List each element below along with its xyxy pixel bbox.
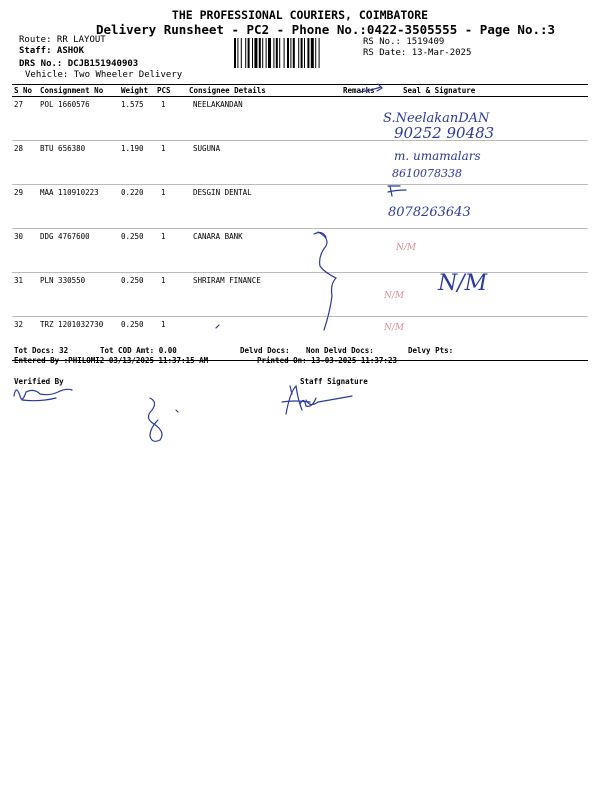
delivery-points: Delvy Pts: — [408, 346, 454, 355]
table-row — [12, 273, 588, 317]
barcode-bar — [254, 38, 257, 68]
cell-weight: 1.190 — [119, 141, 155, 185]
col-seal-signature: Seal & Signature — [379, 85, 588, 97]
row28-phone-handwriting: 8610078338 — [392, 167, 462, 180]
barcode-bar — [234, 38, 236, 68]
barcode-bar — [237, 38, 238, 68]
cell-pcs: 1 — [155, 185, 187, 229]
col-sno: S No — [12, 85, 38, 97]
table-header — [12, 85, 588, 97]
barcode-bar — [315, 38, 316, 68]
cell-sno: 29 — [12, 185, 38, 229]
col-weight: Weight — [119, 85, 155, 97]
barcode-bar — [307, 38, 309, 68]
cell-remarks — [341, 97, 379, 141]
cell-pcs: 1 — [155, 97, 187, 141]
cell-weight: 0.250 — [119, 317, 155, 361]
cell-consignee: NEELAKANDAN — [187, 97, 341, 141]
faint-mark-row31: N/M — [384, 291, 405, 301]
cell-sno: 30 — [12, 229, 38, 273]
cell-signature — [379, 141, 588, 185]
cell-remarks — [341, 273, 379, 317]
barcode-bar — [298, 38, 299, 68]
runsheet-table — [12, 84, 588, 361]
cell-sno: 31 — [12, 273, 38, 317]
cell-pcs: 1 — [155, 273, 187, 317]
total-cod: Tot COD Amt: 0.00 — [100, 346, 177, 355]
barcode-bar — [268, 38, 271, 68]
table-row — [12, 229, 588, 273]
cell-weight: 1.575 — [119, 97, 155, 141]
runsheet-title: Delivery Runsheet - PC2 - Phone No.:0422-3505555 - Page No.:3 — [96, 22, 556, 37]
barcode-bar — [279, 38, 280, 68]
drs-number: DRS No.: DCJB151940903 — [19, 59, 139, 69]
barcode-bar — [248, 38, 250, 68]
barcode-bar — [273, 38, 274, 68]
cell-consignment: MAA 110910223 — [38, 185, 119, 229]
cell-consignment: POL 1660576 — [38, 97, 119, 141]
cell-signature — [379, 185, 588, 229]
cell-consignee: CANARA BANK — [187, 229, 341, 273]
cell-pcs: 1 — [155, 229, 187, 273]
barcode-bar — [241, 38, 242, 68]
barcode-bar — [276, 38, 278, 68]
staff-signature-mark — [282, 386, 352, 414]
col-remarks: Remarks — [341, 85, 379, 97]
barcode-bar — [319, 38, 320, 68]
company-name: THE PROFESSIONAL COURIERS, COIMBATORE — [171, 8, 429, 22]
verified-initial — [148, 398, 178, 441]
table-row — [12, 141, 588, 185]
faint-mark-row32: N/M — [384, 323, 405, 333]
cell-remarks — [341, 185, 379, 229]
cell-sno: 32 — [12, 317, 38, 361]
cell-remarks — [341, 141, 379, 185]
cell-consignee: SHRIRAM FINANCE — [187, 273, 341, 317]
barcode — [233, 38, 357, 68]
barcode-bar — [293, 38, 295, 68]
barcode-bar — [284, 38, 285, 68]
cell-consignee: SUGUNA — [187, 141, 341, 185]
cell-consignee: DESGIN DENTAL — [187, 185, 341, 229]
verified-signature — [14, 389, 72, 400]
cell-remarks — [341, 229, 379, 273]
staff: Staff: ASHOK — [19, 46, 85, 56]
cell-sno: 27 — [12, 97, 38, 141]
faint-mark-row30: N/M — [396, 243, 417, 253]
cell-weight: 0.250 — [119, 273, 155, 317]
barcode-bar — [252, 38, 253, 68]
cell-pcs: 1 — [155, 141, 187, 185]
row27-name-handwriting: S.NeelakanDAN — [383, 111, 490, 126]
cell-consignment: PLN 330550 — [38, 273, 119, 317]
barcode-bar — [301, 38, 303, 68]
col-consignment: Consignment No — [38, 85, 119, 97]
barcode-bar — [245, 38, 246, 68]
barcode-bar — [259, 38, 261, 68]
cell-consignment: TRZ 1201032730 — [38, 317, 119, 361]
table-row — [12, 185, 588, 229]
barcode-bar — [262, 38, 263, 68]
vehicle: Vehicle: Two Wheeler Delivery — [25, 70, 183, 80]
table-row — [12, 97, 588, 141]
row28-name-handwriting: m. umamalars — [394, 149, 481, 163]
cell-signature — [379, 273, 588, 317]
barcode-bar — [266, 38, 267, 68]
cell-sno: 28 — [12, 141, 38, 185]
col-consignee: Consignee Details — [187, 85, 341, 97]
row29-phone-handwriting: 8078263643 — [388, 205, 471, 220]
cell-weight: 0.220 — [119, 185, 155, 229]
cell-signature — [379, 229, 588, 273]
rs-number: RS No.: 1519409 — [363, 37, 445, 47]
nm-handwriting: N/M — [438, 271, 488, 296]
non-delivered-docs: Non Delvd Docs: — [306, 346, 374, 355]
cell-signature — [379, 97, 588, 141]
barcode-bar — [290, 38, 291, 68]
cell-weight: 0.250 — [119, 229, 155, 273]
total-docs: Tot Docs: 32 — [14, 346, 69, 355]
cell-consignment: DDG 4767600 — [38, 229, 119, 273]
rs-date: RS Date: 13-Mar-2025 — [363, 48, 472, 58]
verified-by-label: Verified By — [14, 377, 64, 386]
barcode-bar — [311, 38, 314, 68]
cell-pcs: 1 — [155, 317, 187, 361]
row27-phone-handwriting: 90252 90483 — [394, 124, 495, 142]
entered-by: Entered By :PHILOMI2 03/13/2025 11:37:15 AM — [14, 356, 209, 365]
barcode-bar — [304, 38, 305, 68]
table-row — [12, 317, 588, 361]
barcode-bar — [287, 38, 289, 68]
cell-consignment: BTU 656380 — [38, 141, 119, 185]
printed-on: Printed On: 13-03-2025 11:37:23 — [257, 356, 397, 365]
col-pcs: PCS — [155, 85, 187, 97]
delivered-docs: Delvd Docs: — [240, 346, 290, 355]
staff-signature-label: Staff Signature — [300, 377, 368, 386]
route: Route: RR LAYOUT — [19, 35, 106, 45]
